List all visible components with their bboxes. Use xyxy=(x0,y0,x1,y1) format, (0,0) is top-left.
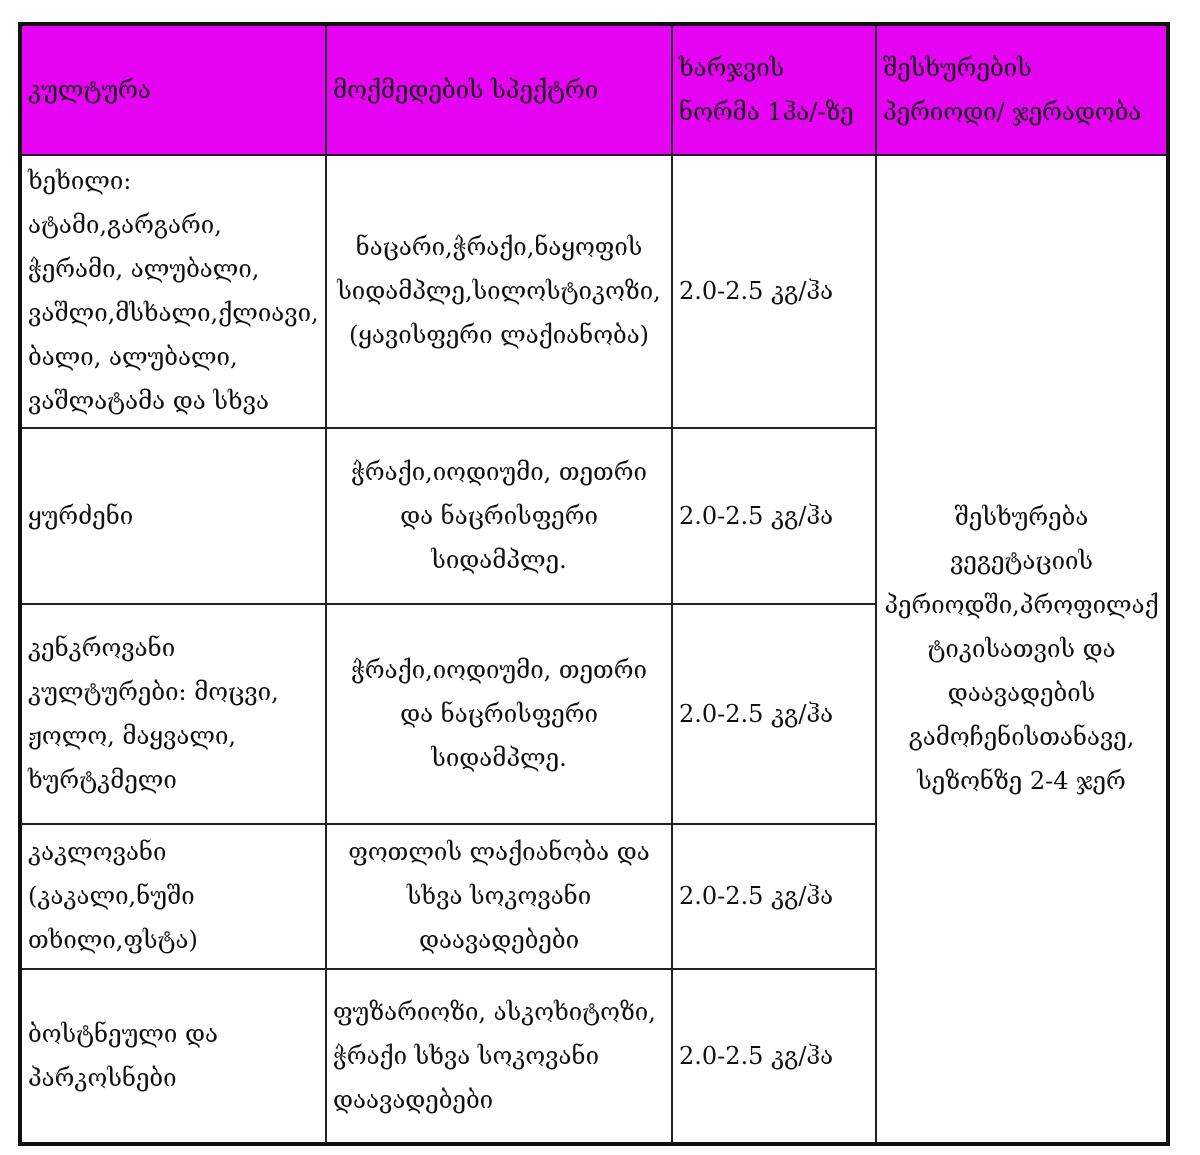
culture-cell: ბოსტნეული და პარკოსნები xyxy=(20,969,326,1144)
culture-cell: კაკლოვანი (კაკალი,ნუში თხილი,ფსტა) xyxy=(20,824,326,969)
culture-cell: ყურძენი xyxy=(20,428,326,604)
spectrum-cell: ჭრაქი,იოდიუმი, თეთრი და ნაცრისფერი სიდამპლე. xyxy=(326,604,672,824)
spectrum-cell: ფოთლის ლაქიანობა და სხვა სოკოვანი დაავადებები xyxy=(326,824,672,969)
header-period: შესხურების პერიოდი/ ჯერადობა xyxy=(876,24,1168,155)
header-culture: კულტურა xyxy=(20,24,326,155)
spectrum-cell: ფუზარიოზი, ასკოხიტოზი, ჭრაქი სხვა სოკოვანი დაავადებები xyxy=(326,969,672,1144)
spectrum-cell: ნაცარი,ჭრაქი,ნაყოფის სიდამპლე,სილოსტიკოზი,(ყავისფერი ლაქიანობა) xyxy=(326,155,672,428)
rate-cell: 2.0-2.5 კგ/ჰა xyxy=(672,155,876,428)
rate-cell: 2.0-2.5 კგ/ჰა xyxy=(672,824,876,969)
pesticide-table xyxy=(18,22,1170,1146)
header-rate: ხარჯვის ნორმა 1ჰა/-ზე xyxy=(672,24,876,155)
table-row xyxy=(20,155,1168,428)
spectrum-cell: ჭრაქი,იოდიუმი, თეთრი და ნაცრისფერი სიდამპლე. xyxy=(326,428,672,604)
rate-cell: 2.0-2.5 კგ/ჰა xyxy=(672,428,876,604)
rate-cell: 2.0-2.5 კგ/ჰა xyxy=(672,969,876,1144)
period-cell: შესხურება ვეგეტაციის პერიოდში,პროფილაქტიკისათვის და დაავადების გამოჩენისთანავე, სეზონზე 2-4 ჯერ xyxy=(876,155,1168,1144)
culture-cell: კენკროვანი კულტურები: მოცვი, ჟოლო, მაყვალი, ხურტკმელი xyxy=(20,604,326,824)
rate-cell: 2.0-2.5 კგ/ჰა xyxy=(672,604,876,824)
header-spectrum: მოქმედების სპექტრი xyxy=(326,24,672,155)
culture-cell: ხეხილი: ატამი,გარგარი, ჭერამი, ალუბალი, ვაშლი,მსხალი,ქლიავი, ბალი, ალუბალი, ვაშლატამა და სხვა xyxy=(20,155,326,428)
header-row xyxy=(20,24,1168,155)
